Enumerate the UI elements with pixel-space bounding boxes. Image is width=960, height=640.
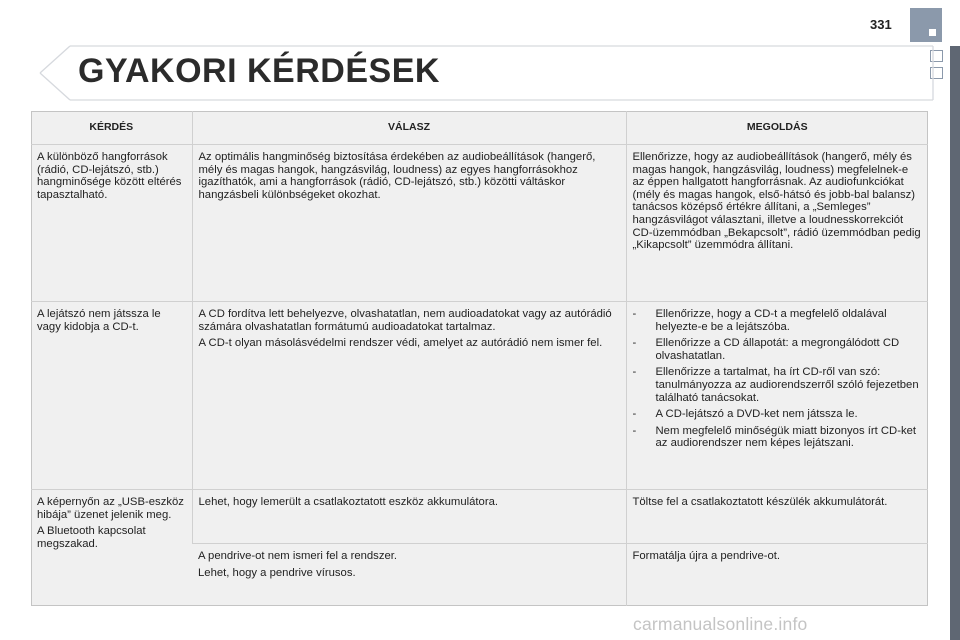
solution-list [633, 308, 924, 450]
list-item: - Ellenőrizze a tartalmat, ha írt CD-ről van szó: tanulmányozza az audiorendszerről szóló fejezetben található tanácsokat. [633, 366, 924, 404]
solution-text: Formatálja újra a pendrive-ot. [632, 550, 781, 562]
list-item: - Nem megfelelő minőségük miatt bizonyos írt CD-ket az audiorendszer nem képes lejátszani. [633, 425, 924, 450]
solution-cell [626, 544, 928, 606]
question-cell [31, 490, 192, 606]
title-line-left [40, 46, 70, 73]
table-row [31, 490, 928, 544]
answer-cell [192, 145, 626, 302]
answer-text: Lehet, hogy a pendrive vírusos. [198, 566, 356, 579]
solution-cell [626, 490, 928, 544]
solution-text: Ellenőrizze, hogy az audiobeállítások (hangerő, mély és magas hangok, hangzásvilág, loudness) megfelelnek-e az éppen hallgatott hangforrásnak. Az audiofunkciókat (mély és magas hangok, első-hátsó és jobb-bal balansz) tanácsos középső értékre állítani, a „Semleges” hangzásvilágot választani, illetve a loudnesskorrekciót CD-üzemmódban „Bekapcsolt”, rádió üzemmódban pedig „Kikapcsolt” üzemmódra állítani. [632, 151, 921, 252]
page-number: 331 [870, 17, 892, 32]
watermark: carmanualsonline.info [633, 614, 808, 634]
faq-table [31, 111, 928, 606]
answer-text: A CD-t olyan másolásvédelmi rendszer védi, amelyet az autórádió nem ismer fel. [198, 337, 603, 350]
answer-text: A pendrive-ot nem ismeri fel a rendszer. [198, 550, 398, 562]
solution-text: Töltse fel a csatlakoztatott készülék akkumulátorát. [632, 496, 888, 508]
table-row [31, 302, 928, 490]
list-item: - A CD-lejátszó a DVD-ket nem játssza le. [633, 408, 924, 421]
question-cell [31, 302, 192, 490]
list-item: - Ellenőrizze a CD állapotát: a megrongálódott CD olvashatatlan. [633, 337, 924, 362]
answer-text: A CD fordítva lett behelyezve, olvashatatlan, nem audioadatokat vagy az autórádió számára olvashatatlan formátumú audioadatokat tartalmaz. [198, 308, 612, 333]
question-text: A lejátszó nem játssza le vagy kidobja a CD-t. [37, 308, 161, 333]
question-text: A különböző hangforrások (rádió, CD-lejátszó, stb.) hangminősége között eltérés tapasztalható. [37, 151, 182, 201]
table-header-row [31, 111, 928, 145]
answer-text: Lehet, hogy lemerült a csatlakoztatott eszköz akkumulátora. [198, 496, 499, 508]
header-answer: VÁLASZ [192, 111, 626, 145]
question-cell [31, 145, 192, 302]
header-solution: MEGOLDÁS [626, 111, 928, 145]
title-line-left-lower [40, 73, 70, 100]
answer-cell [192, 490, 626, 544]
side-bar [950, 46, 960, 640]
answer-cell [192, 544, 626, 606]
solution-cell [626, 302, 928, 490]
solution-cell [626, 145, 928, 302]
answer-cell [192, 302, 626, 490]
question-text: A Bluetooth kapcsolat megszakad. [37, 525, 146, 550]
question-text: A képernyőn az „USB-eszköz hibája” üzenet jelenik meg. [37, 496, 184, 521]
list-item: - Ellenőrizze, hogy a CD-t a megfelelő oldalával helyezte-e be a lejátszóba. [633, 308, 924, 333]
header-question: KÉRDÉS [31, 111, 192, 145]
page-title: GYAKORI KÉRDÉSEK [78, 52, 440, 90]
table-row [31, 145, 928, 302]
answer-text: Az optimális hangminőség biztosítása érdekében az audiobeállítások (hangerő, mély és magas hangok, hangzásvilág, loudness) az egyes hangforrásokhoz igazíthatók, ami a hangforrások (rádió, CD-lejátszó, stb.) közötti váltáskor hangzásbeli különbségeket okozhat. [198, 151, 596, 201]
